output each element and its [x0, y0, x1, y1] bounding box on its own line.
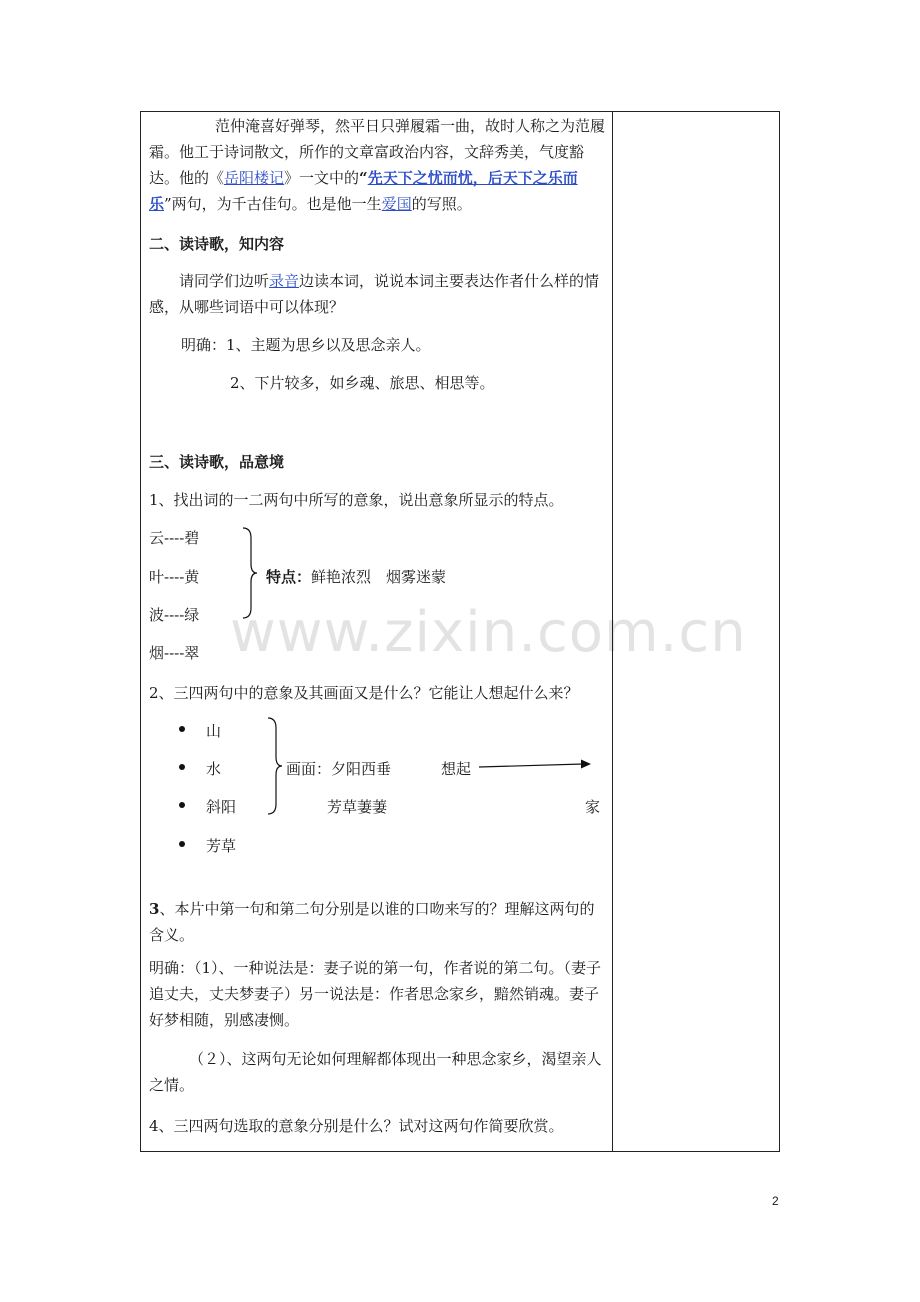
bullet-icon [179, 764, 185, 770]
imagery-item-1: 云----碧 [149, 529, 200, 547]
feature-text: 鲜艳浓烈 烟雾迷蒙 [311, 568, 447, 586]
think-of-label: 想起 [441, 760, 472, 778]
section2-answer-2: 2、下片较多，如乡魂、旅思、相思等。 [230, 374, 495, 392]
quote-open: “ [359, 169, 368, 187]
bullet-icon [179, 841, 185, 847]
section2-paragraph [149, 268, 605, 320]
scene-line-2: 芳草萋萋 [327, 798, 388, 816]
link-yueyang-lou-ji[interactable]: 岳阳楼记 [224, 169, 285, 187]
page-number: 2 [772, 1194, 779, 1208]
link-aiguo[interactable]: 爱国 [381, 195, 412, 213]
section2-text-2: 边读本词，说说本词主要表达作者什么样的情感，从哪些词语中可以体现？ [149, 272, 600, 316]
brace-icon [264, 716, 288, 816]
intro-paragraph [149, 113, 605, 217]
question-3-text: 、本片中第一句和第二句分别是以谁的口吻来写的？理解这两句的含义。 [149, 900, 595, 944]
question-3-number: 3 [149, 900, 160, 918]
intro-text: 范仲淹喜好弹琴，然平日只弹履霜一曲，故时人称之为范履霜。他工于诗词散文，所作的文章富政治内容，文辞秀美，气度豁达。他的《 [149, 117, 606, 187]
bullet-icon [179, 802, 185, 808]
feature-label: 特点： [266, 568, 312, 586]
bullet-icon [179, 726, 185, 732]
arrow-right-icon [479, 757, 593, 775]
scene-label: 画面：夕阳西垂 [286, 760, 392, 778]
section2-answer-1: 明确：1、主题为思乡以及思念亲人。 [181, 336, 431, 354]
intro-text-4: 的写照。 [411, 195, 472, 213]
link-famous-quote[interactable]: 先天下之忧而忧，后天下之乐而乐 [149, 169, 578, 213]
question-2: 2、三四两句中的意象及其画面又是什么？它能让人想起什么来？ [149, 684, 579, 702]
question-3 [149, 896, 605, 948]
intro-text-3: ”两句，为千古佳句。也是他一生 [164, 195, 382, 213]
question-4: 4、三四两句选取的意象分别是什么？试对这两句作简要欣赏。 [149, 1117, 564, 1135]
link-luyin[interactable]: 录音 [269, 272, 300, 290]
bullet-item-3: 斜阳 [206, 798, 237, 816]
section3-heading: 三、读诗歌，品意境 [149, 453, 285, 471]
imagery-item-3: 波----绿 [149, 606, 200, 624]
section2-text: 请同学们边听 [179, 272, 270, 290]
answer-3-part-1: 明确：（1）、一种说法是：妻子说的第一句，作者说的第二句。（妻子追丈夫，丈夫梦妻子）另一说法是：作者思念家乡，黯然销魂。妻子好梦相随，别感凄恻。 [149, 959, 602, 1029]
bullet-item-2: 水 [206, 760, 222, 778]
imagery-item-4: 烟----翠 [149, 644, 200, 662]
imagery-item-2: 叶----黄 [149, 568, 200, 586]
home-label: 家 [585, 798, 601, 816]
bullet-item-4: 芳草 [206, 837, 237, 855]
watermark: www.zixin.com.cn [230, 600, 747, 665]
section2-heading: 二、读诗歌，知内容 [149, 235, 285, 253]
bullet-item-1: 山 [206, 722, 222, 740]
intro-text-2: 》一文中的 [284, 169, 360, 187]
answer-3-part-2: （２）、这两句无论如何理解都体现出一种思念家乡，渴望亲人之情。 [149, 1050, 602, 1094]
feature-line [266, 564, 446, 590]
question-1: 1、找出词的一二两句中所写的意象，说出意象所显示的特点。 [149, 491, 564, 509]
